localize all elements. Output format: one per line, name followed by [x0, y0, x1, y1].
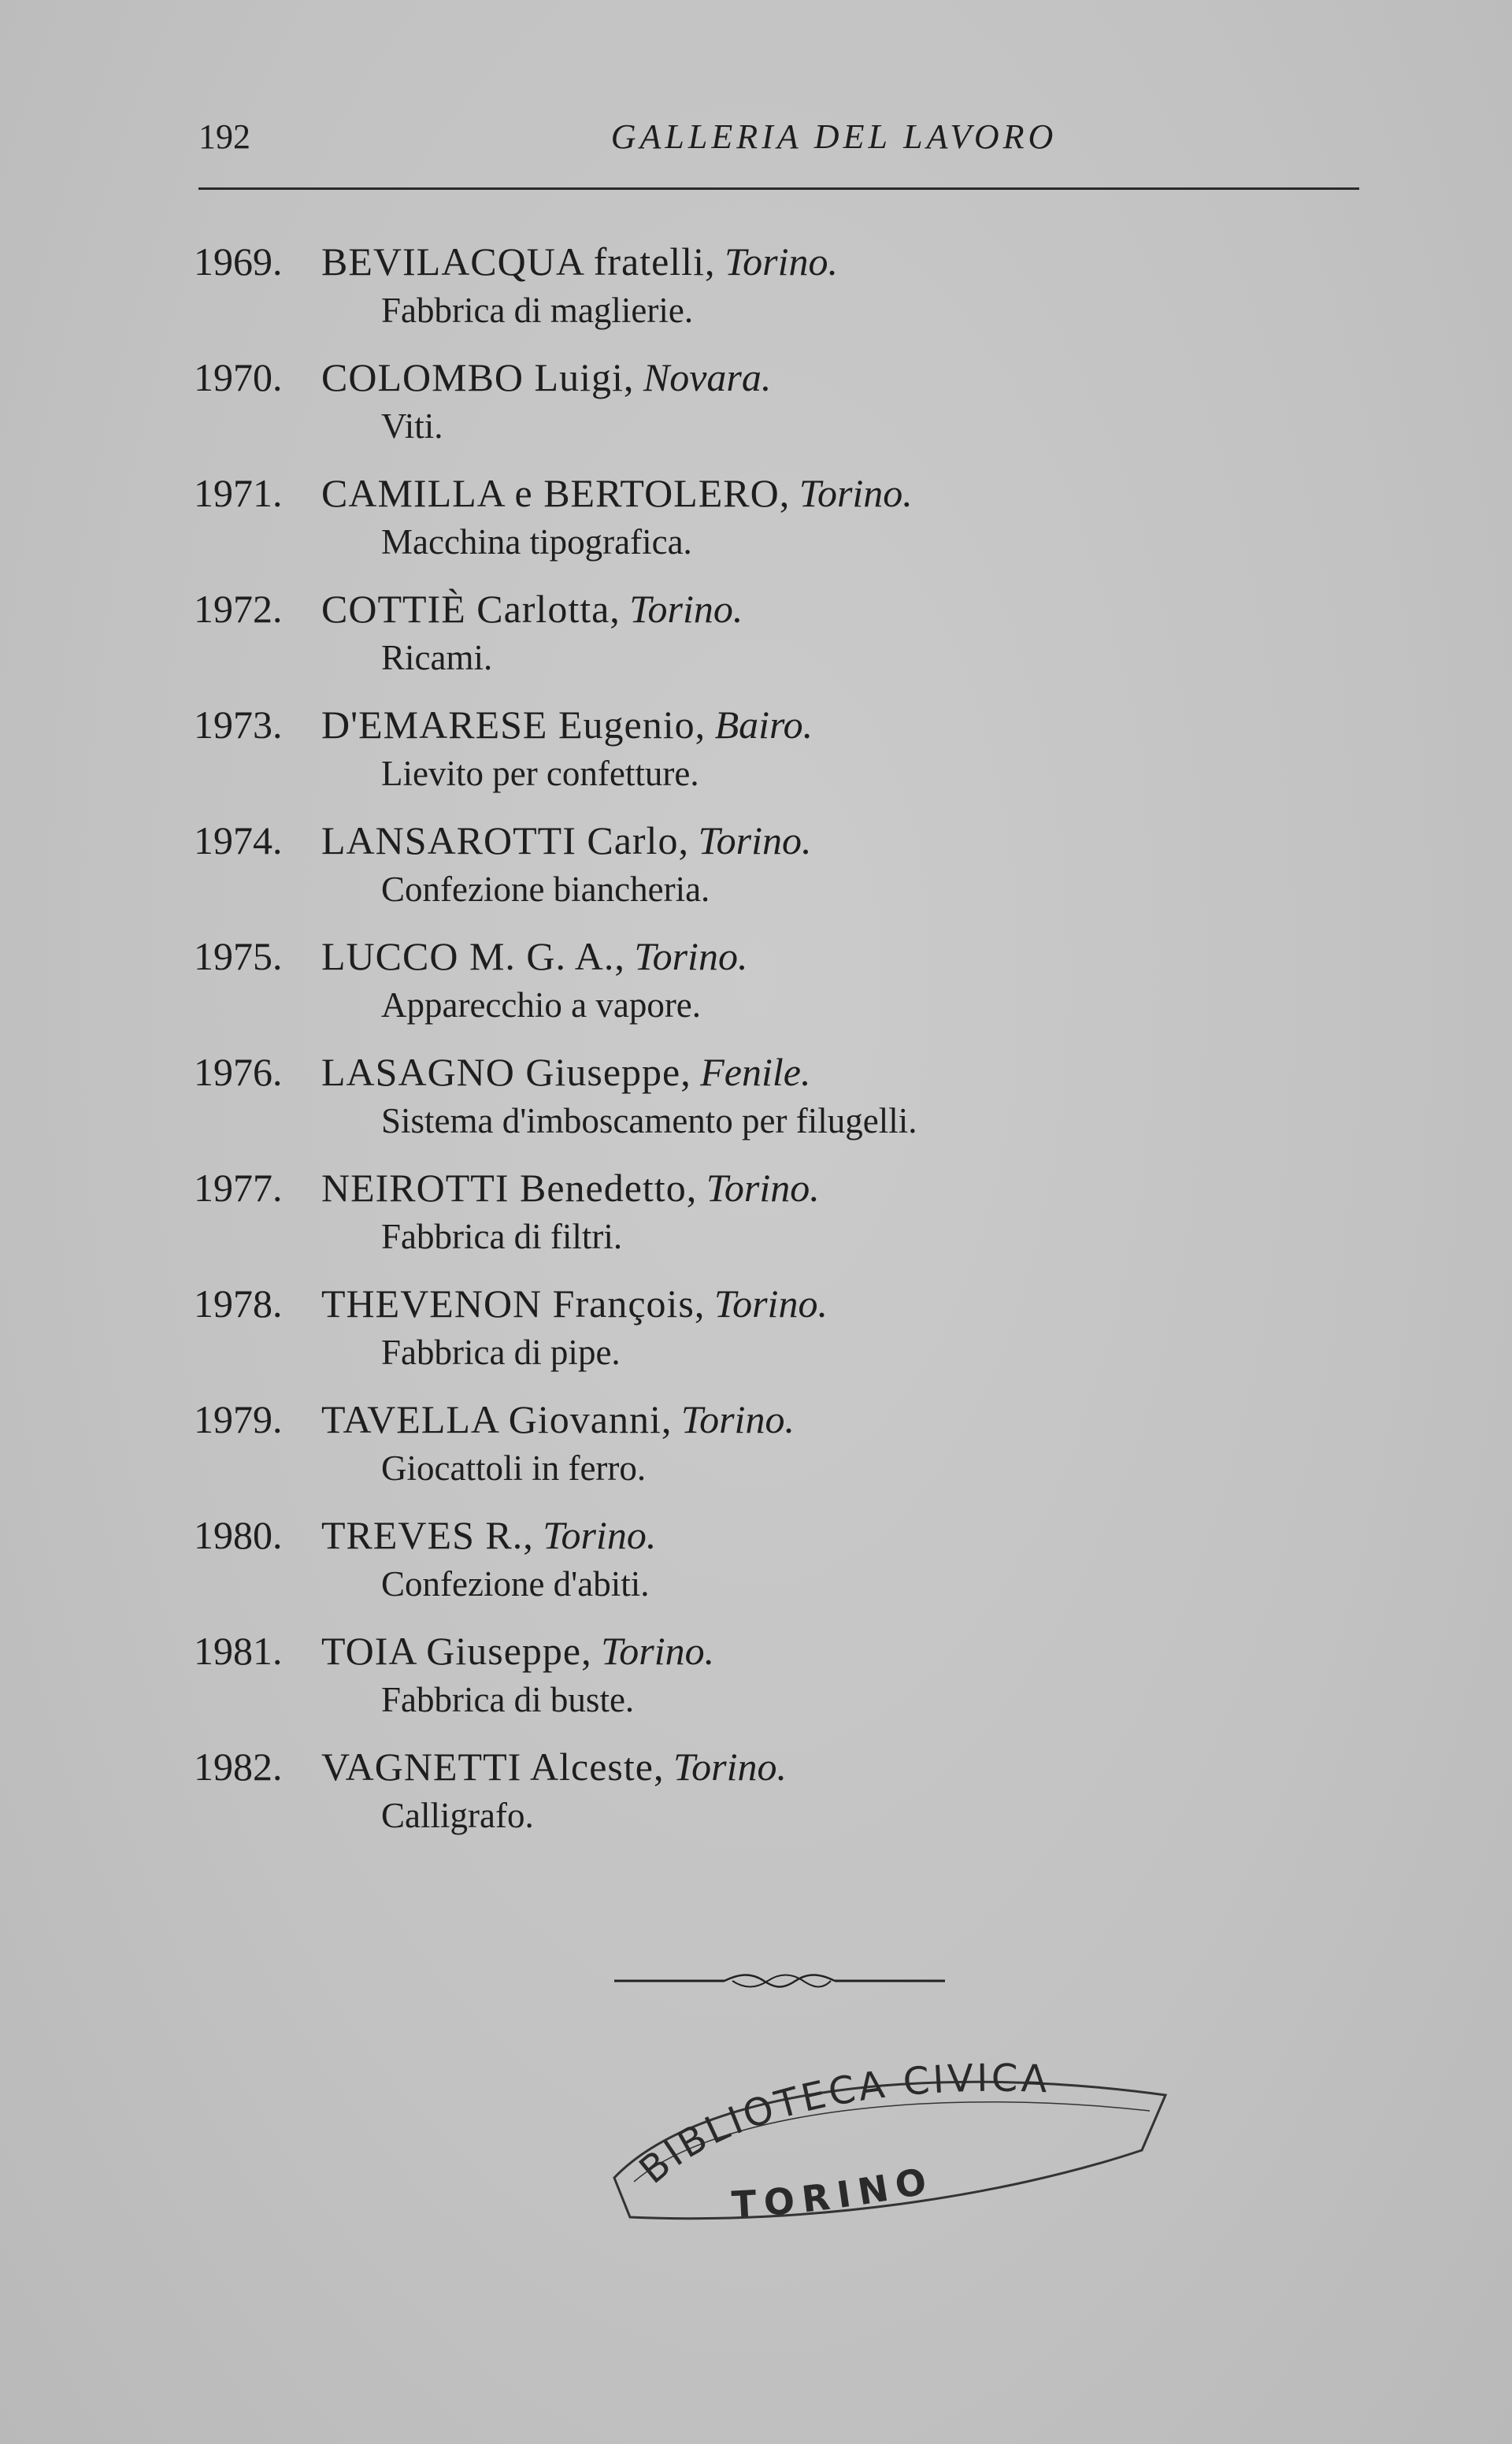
entry-heading	[194, 931, 1328, 981]
stamp-text-top: BIBLIOTECA CIVICA	[631, 2056, 1051, 2193]
name-separator: ,	[695, 703, 715, 747]
entry-number: 1975.	[194, 934, 283, 978]
exhibitor-city: Torino.	[543, 1513, 657, 1557]
entry-number: 1978.	[194, 1281, 283, 1326]
catalog-entry	[194, 1278, 1328, 1394]
exhibitor-city: Torino.	[634, 934, 748, 978]
catalog-entry	[194, 1741, 1328, 1857]
exhibitor-name: COTTIÈ Carlotta	[321, 587, 610, 631]
entry-number: 1982.	[194, 1745, 283, 1789]
entry-description: Confezione biancheria.	[381, 870, 710, 909]
catalog-entry	[194, 1394, 1328, 1510]
entry-number: 1977.	[194, 1166, 283, 1210]
name-separator: ,	[678, 818, 699, 862]
entry-heading	[194, 1510, 1328, 1560]
catalog-entry	[194, 1047, 1328, 1163]
catalog-entry	[194, 468, 1328, 584]
catalog-entry	[194, 931, 1328, 1047]
running-title: GALLERIA DEL LAVORO	[610, 117, 1058, 156]
exhibitor-city: Novara.	[643, 355, 772, 399]
exhibitor-name: BEVILACQUA fratelli	[321, 239, 705, 284]
entry-heading	[194, 468, 1328, 518]
entry-description: Calligrafo.	[381, 1796, 534, 1835]
entry-number: 1980.	[194, 1513, 283, 1557]
page-header	[198, 117, 1359, 169]
exhibitor-city: Torino.	[698, 818, 812, 862]
exhibitor-city: Torino.	[706, 1166, 820, 1210]
header-rule	[198, 187, 1359, 190]
name-separator: ,	[581, 1629, 602, 1673]
entry-heading	[194, 1163, 1328, 1213]
exhibitor-city: Bairo.	[714, 703, 813, 747]
exhibitor-name: LASAGNO Giuseppe	[321, 1050, 681, 1094]
svg-text:TORINO	[731, 2158, 938, 2226]
name-separator: ,	[653, 1745, 673, 1789]
name-separator: ,	[694, 1281, 714, 1326]
entry-number: 1974.	[194, 818, 283, 862]
name-separator: ,	[704, 239, 724, 284]
end-ornament	[614, 1969, 945, 1993]
entry-heading	[194, 699, 1328, 750]
name-separator: ,	[779, 471, 799, 515]
exhibitor-name: D'EMARESE Eugenio	[321, 703, 695, 747]
exhibitor-name: COLOMBO Luigi	[321, 355, 624, 399]
stamp-text-bottom: TORINO	[730, 2158, 938, 2227]
entry-heading	[194, 352, 1328, 402]
exhibitor-city: Torino.	[799, 471, 913, 515]
entry-description: Confezione d'abiti.	[381, 1564, 650, 1604]
exhibitor-name: TOIA Giuseppe	[321, 1629, 582, 1673]
exhibitor-name: VAGNETTI Alceste	[321, 1745, 654, 1789]
exhibitor-name: NEIROTTI Benedetto	[321, 1166, 687, 1210]
catalog-entry	[194, 1510, 1328, 1626]
svg-text:BIBLIOTECA CIVICA	[632, 2056, 1051, 2193]
entry-description: Fabbrica di pipe.	[381, 1333, 621, 1372]
page-number: 192	[198, 117, 250, 156]
entry-description: Macchina tipografica.	[381, 522, 692, 562]
catalog-entry	[194, 815, 1328, 931]
exhibitor-name: LANSAROTTI Carlo	[321, 818, 679, 862]
name-separator: ,	[614, 934, 635, 978]
entry-description: Fabbrica di buste.	[381, 1680, 635, 1719]
entry-description: Ricami.	[381, 638, 493, 677]
name-separator: ,	[686, 1166, 706, 1210]
entry-number: 1979.	[194, 1397, 283, 1441]
entry-description: Fabbrica di filtri.	[381, 1217, 623, 1256]
name-separator: ,	[623, 355, 643, 399]
catalog-entry	[194, 352, 1328, 468]
exhibitor-city: Torino.	[629, 587, 743, 631]
entry-list	[194, 236, 1328, 1857]
name-separator: ,	[523, 1513, 543, 1557]
exhibitor-city: Torino.	[601, 1629, 715, 1673]
exhibitor-city: Torino.	[724, 239, 839, 284]
exhibitor-city: Torino.	[713, 1281, 828, 1326]
entry-description: Lievito per confetture.	[381, 754, 699, 793]
entry-number: 1971.	[194, 471, 283, 515]
entry-number: 1969.	[194, 239, 283, 284]
exhibitor-city: Torino.	[673, 1745, 788, 1789]
name-separator: ,	[680, 1050, 701, 1094]
catalog-entry	[194, 584, 1328, 699]
entry-description: Giocattoli in ferro.	[381, 1448, 647, 1488]
entry-heading	[194, 1278, 1328, 1329]
entry-number: 1970.	[194, 355, 283, 399]
entry-number: 1981.	[194, 1629, 283, 1673]
catalog-entry	[194, 1163, 1328, 1278]
catalog-entry	[194, 1626, 1328, 1741]
entry-number: 1973.	[194, 703, 283, 747]
entry-number: 1972.	[194, 587, 283, 631]
entry-heading	[194, 815, 1328, 866]
name-separator: ,	[610, 587, 630, 631]
exhibitor-city: Torino.	[680, 1397, 795, 1441]
entry-description: Viti.	[381, 406, 443, 446]
exhibitor-name: CAMILLA e BERTOLERO	[321, 471, 780, 515]
exhibitor-name: TREVES R.	[321, 1513, 524, 1557]
entry-heading	[194, 1741, 1328, 1792]
exhibitor-city: Fenile.	[700, 1050, 811, 1094]
entry-heading	[194, 1047, 1328, 1097]
catalog-entry	[194, 699, 1328, 815]
exhibitor-name: TAVELLA Giovanni	[321, 1397, 662, 1441]
entry-description: Sistema d'imboscamento per filugelli.	[381, 1101, 917, 1140]
library-stamp	[606, 2048, 1173, 2229]
entry-heading	[194, 236, 1328, 287]
entry-heading	[194, 584, 1328, 634]
entry-description: Fabbrica di maglierie.	[381, 291, 694, 330]
name-separator: ,	[661, 1397, 681, 1441]
exhibitor-name: LUCCO M. G. A.	[321, 934, 615, 978]
entry-number: 1976.	[194, 1050, 283, 1094]
entry-description: Apparecchio a vapore.	[381, 985, 702, 1025]
entry-heading	[194, 1626, 1328, 1676]
catalog-entry	[194, 236, 1328, 352]
entry-heading	[194, 1394, 1328, 1445]
exhibitor-name: THEVENON François	[321, 1281, 695, 1326]
